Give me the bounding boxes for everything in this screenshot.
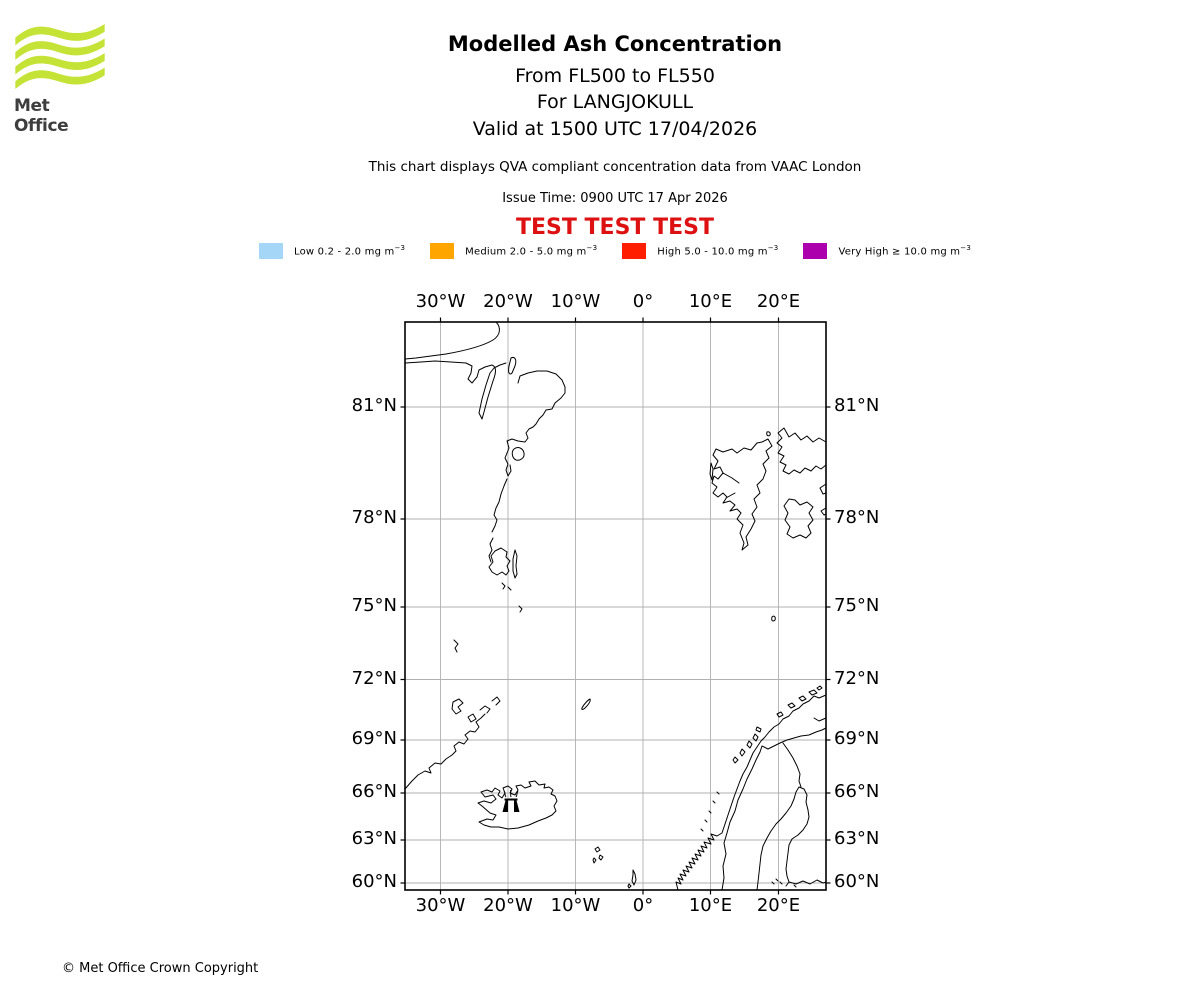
legend-swatch-very-high [803, 243, 827, 259]
legend-swatch-medium [430, 243, 454, 259]
copyright-notice: © Met Office Crown Copyright [62, 961, 259, 976]
legend-swatch-high [622, 243, 646, 259]
met-office-logo [14, 22, 108, 136]
lon-label-bottom-4: 10°E [688, 895, 733, 916]
map-svg [405, 322, 826, 890]
inland-borders-scandinavia [722, 728, 826, 890]
legend [259, 243, 971, 259]
islands-faroe [593, 847, 603, 863]
page-title: Modelled Ash Concentration [447, 32, 783, 56]
lon-label-bottom-1: 20°W [483, 895, 533, 916]
coastline-greenland-east [489, 371, 565, 562]
legend-item-high [622, 243, 778, 259]
map-area [405, 322, 826, 890]
logo-wave [15, 24, 104, 45]
lon-label-bottom-0: 30°W [415, 895, 466, 916]
island-store-koldewey [509, 357, 516, 374]
lat-label-right-6: 63°N [834, 828, 880, 849]
subtitle-volcano: For LANGJOKULL [536, 91, 694, 113]
lat-label-right-2: 75°N [834, 595, 880, 616]
lon-label-bottom-3: 0° [632, 895, 654, 916]
lat-label-left-6: 63°N [351, 828, 397, 849]
graticule [405, 322, 826, 890]
lon-label-top-4: 10°E [688, 291, 733, 312]
coastline-edgeoya [784, 499, 813, 538]
coastline-greenland-southeast [405, 697, 500, 789]
coastline-greenland-north [405, 361, 506, 419]
islands-lofoten [701, 727, 761, 831]
subtitle-valid-time: Valid at 1500 UTC 17/04/2026 [472, 118, 758, 140]
logo-wave [15, 68, 104, 89]
lat-label-right-3: 72°N [834, 667, 880, 689]
legend-label-low: Low 0.2 - 2.0 mg $m^{-3}$ [294, 244, 406, 258]
lon-label-bottom-2: 10°W [550, 895, 601, 916]
island-bear [772, 616, 776, 621]
lon-label-top-2: 10°W [550, 291, 601, 312]
island-jan-mayen [582, 699, 590, 710]
lat-label-right-7: 60°N [834, 871, 880, 892]
lat-label-left-4: 69°N [351, 728, 397, 749]
lon-label-top-1: 20°W [483, 291, 533, 312]
lat-label-right-1: 78°N [834, 507, 880, 528]
legend-label-very-high: Very High ≥ 10.0 mg $m^{-3}$ [838, 244, 971, 258]
issue-time: Issue Time: 0900 UTC 17 Apr 2026 [502, 191, 728, 206]
coastline-greenland-fragments [454, 548, 522, 652]
lon-label-top-0: 30°W [415, 291, 466, 312]
lat-label-left-0: 81°N [351, 395, 397, 416]
lat-label-left-2: 75°N [351, 595, 397, 616]
logo-wave [15, 53, 104, 74]
met-office-logo-text: Met Office [14, 96, 69, 136]
lon-label-top-3: 0° [632, 291, 654, 312]
legend-item-very-high [803, 243, 971, 259]
island-shannon [512, 448, 524, 461]
lat-label-left-7: 60°N [351, 871, 397, 892]
lat-label-right-4: 69°N [834, 728, 880, 749]
islands-svalbard-small [710, 432, 826, 515]
lat-label-left-1: 78°N [351, 507, 397, 528]
legend-item-medium [430, 243, 597, 259]
met-office-logo-waves [14, 22, 106, 90]
islands-shetland [628, 870, 636, 888]
lon-label-bottom-5: 20°E [756, 895, 801, 916]
lat-label-left-3: 72°N [351, 667, 397, 689]
lat-label-right-5: 66°N [834, 781, 880, 802]
coastline-nordaustlandet [777, 428, 826, 474]
legend-label-high: High 5.0 - 10.0 mg $m^{-3}$ [657, 244, 779, 258]
lat-label-left-5: 66°N [351, 781, 397, 802]
coastline-greenland-hook [405, 322, 499, 359]
axis-ticks [401, 318, 831, 895]
coastline-spitsbergen [712, 439, 772, 550]
legend-swatch-low [259, 243, 283, 259]
lon-label-top-5: 20°E [756, 291, 801, 312]
lat-label-right-0: 81°N [834, 395, 880, 416]
subtitle-flight-levels: From FL500 to FL550 [515, 65, 715, 87]
legend-item-low [259, 243, 405, 259]
volcano-marker [503, 790, 520, 812]
logo-wave [15, 39, 104, 60]
legend-label-medium: Medium 2.0 - 5.0 mg $m^{-3}$ [465, 244, 598, 258]
coastline-gulf-of-bothnia [757, 787, 826, 890]
test-banner: TEST TEST TEST [516, 215, 714, 240]
qva-compliance-note: This chart displays QVA compliant concentration data from VAAC London [368, 159, 862, 175]
islands-norway-north [777, 686, 826, 721]
coastline-norway [676, 695, 826, 890]
